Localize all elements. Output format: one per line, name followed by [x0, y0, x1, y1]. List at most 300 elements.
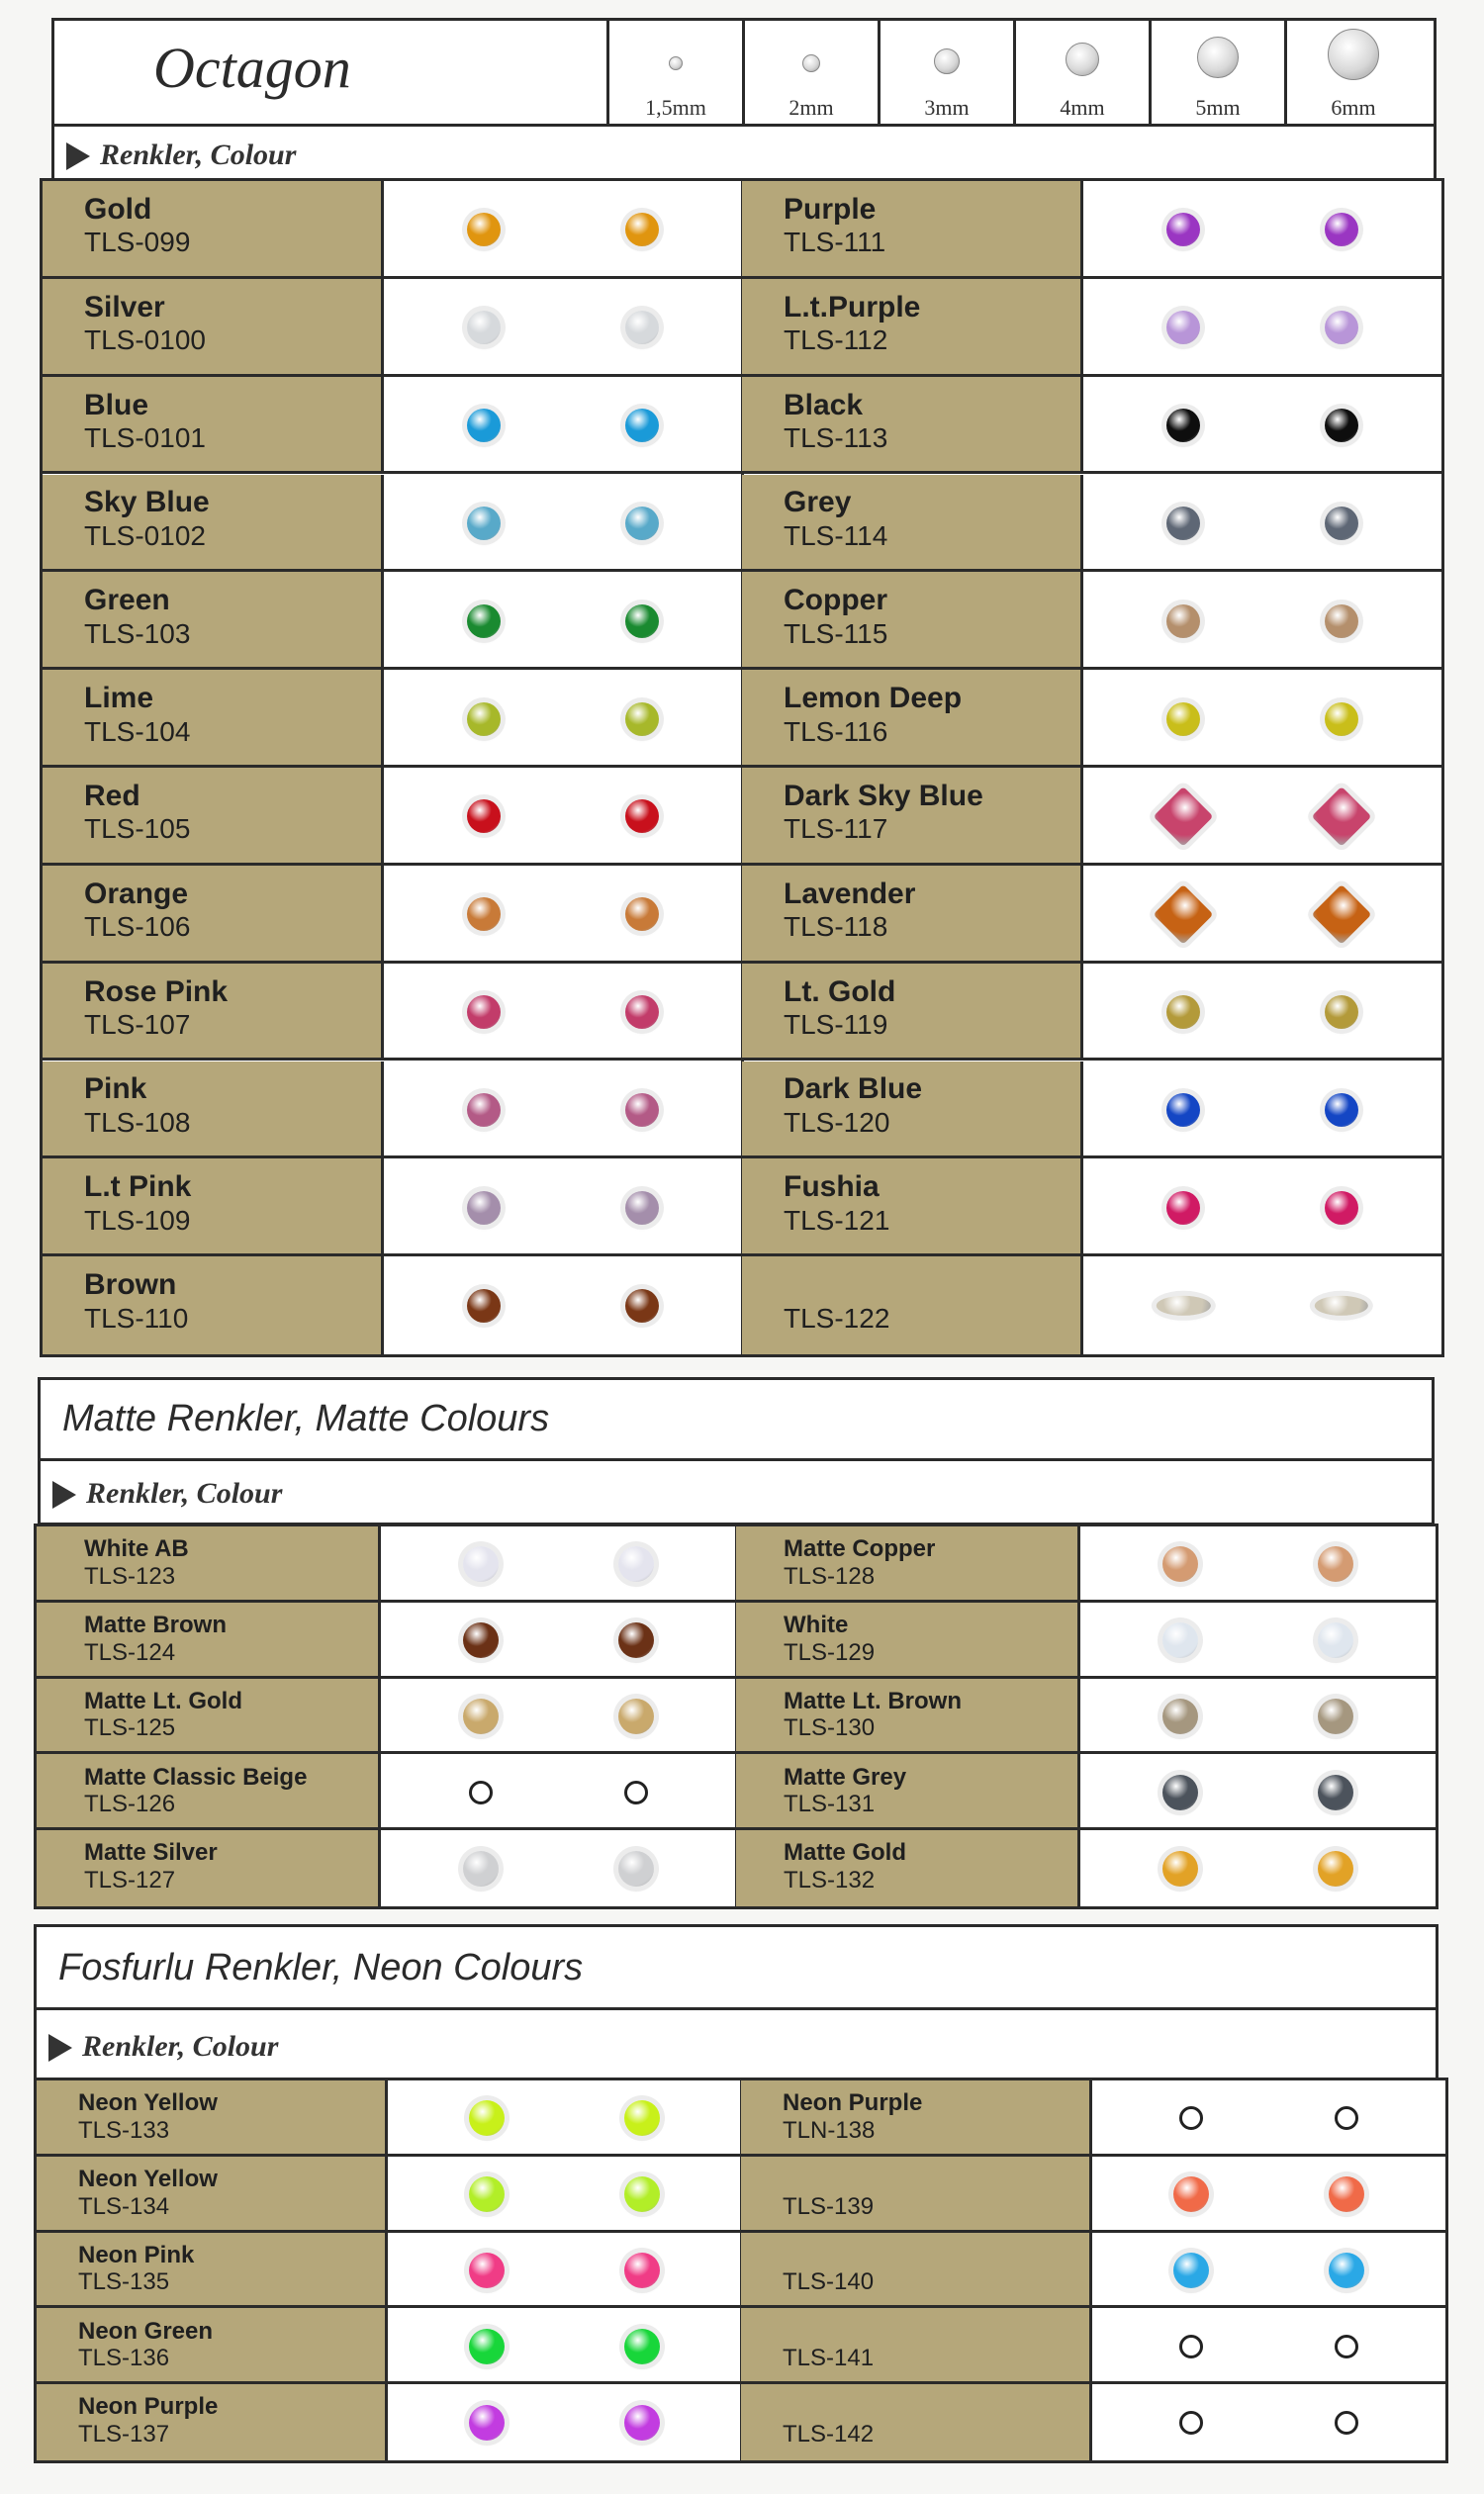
color-name: Matte Gold: [784, 1839, 906, 1867]
swatch-cell: [381, 1679, 736, 1752]
rhinestone-swatch: [624, 2329, 660, 2364]
rhinestone-swatch: [469, 2176, 505, 2212]
rhinestone-swatch: [1162, 1775, 1198, 1810]
rhinestone-swatch: [1166, 702, 1200, 736]
color-code: TLS-114: [784, 519, 888, 551]
color-entry-right: [742, 279, 1441, 374]
color-code: TLS-130: [784, 1714, 876, 1742]
color-name: Dark Sky Blue: [784, 779, 983, 812]
swatch-cell: [384, 572, 742, 667]
rhinestone-swatch: [625, 1093, 659, 1127]
rhinestone-swatch: [625, 799, 659, 833]
color-code: TLS-135: [78, 2268, 170, 2296]
color-entry-right: [742, 181, 1441, 276]
color-name: Neon Green: [78, 2317, 214, 2345]
swatch-cell: [384, 181, 742, 276]
size-cell: [1284, 21, 1420, 127]
color-name: Red: [84, 779, 140, 812]
swatch-cell: [388, 2080, 741, 2154]
rhinestone-swatch: [1318, 1775, 1353, 1810]
color-entry-left: [37, 2308, 741, 2381]
size-cell: [1013, 21, 1149, 127]
color-entry-left: [43, 1062, 742, 1156]
color-name: Rose Pink: [84, 974, 229, 1008]
color-code: TLS-113: [784, 422, 888, 454]
table-row: [43, 1158, 1441, 1256]
swatch-cell: [1083, 768, 1441, 863]
label-cell: [43, 279, 384, 374]
rhinestone-swatch: [618, 1546, 654, 1582]
color-code: TLS-115: [784, 617, 888, 649]
color-entry-right: [742, 768, 1441, 863]
color-entry-right: [741, 2233, 1445, 2306]
table-row: [37, 2233, 1445, 2309]
label-cell: [37, 2157, 388, 2230]
rhinestone-swatch: [625, 604, 659, 638]
section-subtitle: Renkler, Colour: [86, 1477, 283, 1510]
rhinestone-swatch: [1329, 2253, 1364, 2288]
size-cell: [606, 21, 742, 127]
table-row: [37, 1679, 1436, 1755]
rhinestone-swatch: [1166, 213, 1200, 246]
color-name: Neon Pink: [78, 2241, 195, 2268]
rhinestone-swatch: [618, 1699, 654, 1734]
color-code: TLS-142: [783, 2421, 875, 2448]
size-label: 4mm: [1060, 95, 1105, 120]
rhinestone-swatch: [1179, 2411, 1203, 2435]
rhinestone-swatch: [1325, 507, 1358, 540]
color-entry-left: [43, 377, 742, 472]
color-name: Dark Blue: [784, 1072, 923, 1106]
rhinestone-swatch: [467, 507, 501, 540]
rhinestone-swatch: [1179, 2106, 1203, 2130]
swatch-cell: [1083, 475, 1441, 570]
size-label: 1,5mm: [645, 95, 706, 120]
color-entry-left: [43, 475, 742, 570]
rhinestone-swatch: [1318, 1851, 1353, 1887]
swatch-cell: [1092, 2080, 1445, 2154]
label-cell: [43, 1062, 384, 1156]
rhinestone-swatch: [625, 311, 659, 344]
label-cell: [43, 475, 384, 570]
color-code: TLS-117: [784, 813, 888, 845]
label-cell: [43, 181, 384, 276]
rhinestone-swatch: [1318, 1546, 1353, 1582]
color-name: Neon Yellow: [78, 2089, 218, 2117]
color-entry-right: [736, 1754, 1436, 1827]
rhinestone-swatch: [1314, 1295, 1367, 1315]
rhinestone-swatch: [463, 1546, 499, 1582]
swatch-cell: [384, 768, 742, 863]
rhinestone-swatch: [1162, 1546, 1198, 1582]
color-entry-left: [37, 1603, 736, 1676]
swatch-cell: [1083, 1158, 1441, 1253]
table-row: [43, 475, 1441, 573]
size-cell: [742, 21, 878, 127]
rhinestone-swatch: [1312, 786, 1371, 846]
rhinestone-swatch: [625, 995, 659, 1029]
color-name: Lt. Gold: [784, 974, 896, 1008]
rhinestone-swatch: [618, 1622, 654, 1658]
color-code: TLS-103: [84, 617, 191, 649]
color-code: TLS-133: [78, 2116, 170, 2144]
rhinestone-swatch: [467, 799, 501, 833]
octagon-panel: [51, 18, 1437, 184]
rhinestone-swatch: [624, 2253, 660, 2288]
color-entry-right: [741, 2308, 1445, 2381]
rhinestone-swatch: [1325, 702, 1358, 736]
label-cell: [37, 1754, 381, 1827]
color-code: TLS-106: [84, 911, 191, 943]
swatch-cell: [384, 1158, 742, 1253]
swatch-cell: [1080, 1526, 1436, 1600]
table-row: [37, 1526, 1436, 1603]
color-name: Neon Purple: [783, 2089, 923, 2117]
table-row: [43, 181, 1441, 279]
neon-color-grid: [34, 2078, 1448, 2463]
rhinestone-swatch: [1154, 884, 1213, 944]
table-row: [37, 2308, 1445, 2384]
matte-title-row: [41, 1380, 1432, 1461]
rhinestone-swatch: [467, 213, 501, 246]
rhinestone-swatch: [1173, 2176, 1209, 2212]
color-name: Lavender: [784, 877, 916, 910]
color-entry-left: [43, 866, 742, 961]
rhinestone-swatch: [1166, 409, 1200, 442]
rhinestone-swatch: [625, 897, 659, 931]
swatch-cell: [384, 1062, 742, 1156]
rhinestone-swatch: [469, 2329, 505, 2364]
swatch-cell: [1083, 279, 1441, 374]
rhinestone-swatch: [1325, 409, 1358, 442]
label-cell: [742, 964, 1083, 1059]
swatch-cell: [1083, 964, 1441, 1059]
table-row: [37, 1830, 1436, 1906]
color-code: TLS-137: [78, 2421, 170, 2448]
color-entry-right: [736, 1603, 1436, 1676]
label-cell: [742, 181, 1083, 276]
label-cell: [37, 2308, 388, 2381]
swatch-cell: [1080, 1754, 1436, 1827]
rhinestone-swatch: [467, 1093, 501, 1127]
rhinestone-swatch: [469, 2253, 505, 2288]
rhinestone-swatch: [624, 2100, 660, 2136]
color-name: Matte Copper: [784, 1535, 936, 1563]
color-name: Pink: [84, 1072, 147, 1106]
label-cell: [742, 377, 1083, 472]
color-code: TLS-132: [784, 1867, 876, 1894]
rhinestone-swatch: [469, 2405, 505, 2441]
color-code: TLS-104: [84, 715, 191, 747]
rhinestone-swatch: [467, 409, 501, 442]
swatch-cell: [1092, 2157, 1445, 2230]
color-code: TLS-123: [84, 1562, 176, 1590]
label-cell: [43, 1158, 384, 1253]
label-cell: [741, 2080, 1092, 2154]
size-gem-icon: [1328, 29, 1379, 80]
color-code: TLS-122: [784, 1302, 890, 1334]
table-row: [43, 1256, 1441, 1354]
rhinestone-swatch: [625, 702, 659, 736]
color-code: TLS-127: [84, 1867, 176, 1894]
label-cell: [736, 1830, 1080, 1906]
rhinestone-swatch: [624, 2405, 660, 2441]
label-cell: [37, 1526, 381, 1600]
rhinestone-swatch: [624, 1781, 648, 1804]
swatch-cell: [1083, 572, 1441, 667]
rhinestone-swatch: [624, 2176, 660, 2212]
label-cell: [742, 1256, 1083, 1354]
label-cell: [742, 572, 1083, 667]
swatch-cell: [384, 377, 742, 472]
color-name: Lime: [84, 682, 154, 715]
size-label: 6mm: [1331, 95, 1376, 120]
table-row: [37, 2157, 1445, 2233]
table-row: [43, 964, 1441, 1062]
color-entry-right: [742, 475, 1441, 570]
rhinestone-swatch: [467, 1191, 501, 1225]
color-code: TLS-0100: [84, 324, 206, 356]
color-name: Matte Grey: [784, 1763, 907, 1791]
color-name: Sky Blue: [84, 486, 210, 519]
color-name: Matte Lt. Brown: [784, 1687, 962, 1714]
rhinestone-swatch: [1166, 311, 1200, 344]
table-row: [43, 866, 1441, 964]
color-entry-right: [736, 1679, 1436, 1752]
size-gem-icon: [669, 56, 683, 70]
label-cell: [741, 2308, 1092, 2381]
label-cell: [43, 1256, 384, 1354]
color-entry-right: [742, 670, 1441, 765]
size-gem-icon: [934, 48, 960, 74]
swatch-cell: [384, 670, 742, 765]
swatch-cell: [381, 1526, 736, 1600]
neon-panel: [34, 1924, 1438, 2082]
color-entry-left: [37, 1679, 736, 1752]
color-code: TLS-140: [783, 2268, 875, 2296]
section-subtitle: Renkler, Colour: [100, 139, 297, 171]
rhinestone-swatch: [1312, 884, 1371, 944]
rhinestone-swatch: [467, 604, 501, 638]
color-code: TLS-099: [84, 227, 191, 258]
rhinestone-swatch: [1154, 786, 1213, 846]
table-row: [43, 572, 1441, 670]
size-cell: [878, 21, 1013, 127]
color-name: L.t Pink: [84, 1170, 192, 1204]
label-cell: [43, 670, 384, 765]
rhinestone-swatch: [463, 1699, 499, 1734]
label-cell: [37, 1830, 381, 1906]
swatch-cell: [1092, 2308, 1445, 2381]
rhinestone-swatch: [1325, 213, 1358, 246]
color-entry-left: [37, 2157, 741, 2230]
color-name: Copper: [784, 584, 887, 617]
color-entry-right: [741, 2157, 1445, 2230]
swatch-cell: [384, 279, 742, 374]
color-code: TLS-126: [84, 1791, 176, 1818]
rhinestone-swatch: [1335, 2106, 1358, 2130]
color-entry-left: [43, 670, 742, 765]
color-entry-left: [43, 1256, 742, 1354]
color-code: TLS-134: [78, 2192, 170, 2220]
color-code: TLS-125: [84, 1714, 176, 1742]
rhinestone-swatch: [618, 1851, 654, 1887]
color-code: TLN-138: [783, 2116, 876, 2144]
rhinestone-swatch: [1166, 507, 1200, 540]
color-name: White: [784, 1612, 849, 1638]
color-code: TLS-139: [783, 2192, 875, 2220]
label-cell: [37, 2233, 388, 2306]
swatch-cell: [1092, 2233, 1445, 2306]
color-code: TLS-0101: [84, 422, 206, 454]
color-entry-left: [43, 1158, 742, 1253]
table-row: [43, 377, 1441, 475]
label-cell: [742, 279, 1083, 374]
label-cell: [736, 1754, 1080, 1827]
color-name: Black: [784, 388, 864, 421]
color-name: Blue: [84, 388, 149, 421]
size-label: 3mm: [924, 95, 970, 120]
color-entry-left: [37, 1754, 736, 1827]
color-name: Neon Purple: [78, 2393, 219, 2421]
color-entry-right: [742, 377, 1441, 472]
color-code: TLS-128: [784, 1562, 876, 1590]
color-entry-right: [741, 2384, 1445, 2460]
color-entry-left: [37, 2080, 741, 2154]
color-entry-right: [742, 1062, 1441, 1156]
triangle-icon: [48, 2034, 72, 2062]
color-code: TLS-105: [84, 813, 191, 845]
triangle-icon: [66, 142, 90, 170]
color-code: TLS-0102: [84, 519, 206, 551]
rhinestone-swatch: [1325, 1093, 1358, 1127]
label-cell: [43, 964, 384, 1059]
rhinestone-swatch: [1325, 604, 1358, 638]
rhinestone-swatch: [467, 995, 501, 1029]
color-code: TLS-116: [784, 715, 888, 747]
swatch-cell: [388, 2308, 741, 2381]
size-label: 5mm: [1195, 95, 1241, 120]
color-name: Fushia: [784, 1170, 880, 1204]
swatch-cell: [384, 475, 742, 570]
color-name: White AB: [84, 1535, 189, 1563]
swatch-cell: [1083, 377, 1441, 472]
rhinestone-swatch: [467, 1289, 501, 1323]
swatch-cell: [1083, 1256, 1441, 1354]
rhinestone-swatch: [1166, 1191, 1200, 1225]
size-header: [606, 21, 1420, 127]
color-name: Matte Brown: [84, 1612, 227, 1638]
matte-subtitle-row: [41, 1461, 1432, 1528]
color-name: Gold: [84, 192, 152, 226]
rhinestone-swatch: [463, 1622, 499, 1658]
color-name: L.t.Purple: [784, 290, 921, 323]
color-code: TLS-136: [78, 2345, 170, 2372]
rhinestone-swatch: [1179, 2335, 1203, 2358]
swatch-cell: [1080, 1830, 1436, 1906]
rhinestone-swatch: [1335, 2335, 1358, 2358]
matte-panel: [38, 1377, 1435, 1525]
label-cell: [742, 768, 1083, 863]
color-code: TLS-109: [84, 1204, 191, 1236]
color-name: Orange: [84, 877, 189, 910]
page-title: Octagon: [153, 36, 351, 100]
rhinestone-swatch: [467, 702, 501, 736]
size-gem-icon: [1197, 37, 1239, 78]
color-code: TLS-108: [84, 1106, 191, 1138]
label-cell: [43, 866, 384, 961]
color-entry-right: [742, 964, 1441, 1059]
rhinestone-swatch: [625, 213, 659, 246]
color-code: TLS-124: [84, 1638, 176, 1666]
label-cell: [741, 2157, 1092, 2230]
swatch-cell: [381, 1754, 736, 1827]
color-code: TLS-129: [784, 1638, 876, 1666]
neon-subtitle-row: [37, 2010, 1436, 2085]
color-entry-left: [37, 1526, 736, 1600]
label-cell: [742, 866, 1083, 961]
label-cell: [742, 475, 1083, 570]
rhinestone-swatch: [1166, 604, 1200, 638]
color-entry-left: [43, 279, 742, 374]
swatch-cell: [1083, 1062, 1441, 1156]
color-code: TLS-107: [84, 1009, 191, 1041]
rhinestone-swatch: [1162, 1699, 1198, 1734]
rhinestone-swatch: [467, 311, 501, 344]
table-row: [37, 1603, 1436, 1679]
triangle-icon: [52, 1481, 76, 1509]
main-color-grid: [40, 178, 1444, 1357]
label-cell: [43, 572, 384, 667]
swatch-cell: [1080, 1603, 1436, 1676]
label-cell: [741, 2233, 1092, 2306]
swatch-cell: [388, 2157, 741, 2230]
color-name: Silver: [84, 290, 165, 323]
swatch-cell: [381, 1603, 736, 1676]
color-entry-left: [43, 964, 742, 1059]
table-row: [37, 2080, 1445, 2157]
swatch-cell: [1080, 1679, 1436, 1752]
rhinestone-swatch: [1318, 1622, 1353, 1658]
rhinestone-swatch: [625, 1289, 659, 1323]
color-entry-right: [742, 1256, 1441, 1354]
swatch-cell: [1092, 2384, 1445, 2460]
swatch-cell: [1083, 181, 1441, 276]
color-name: Neon Yellow: [78, 2166, 218, 2192]
rhinestone-swatch: [625, 507, 659, 540]
color-name: Grey: [784, 486, 852, 519]
color-code: TLS-112: [784, 324, 888, 356]
table-row: [37, 1754, 1436, 1830]
color-name: Green: [84, 584, 170, 617]
color-entry-right: [741, 2080, 1445, 2154]
swatch-cell: [1083, 866, 1441, 961]
section-subtitle: Renkler, Colour: [82, 2030, 279, 2063]
color-entry-left: [37, 1830, 736, 1906]
table-row: [43, 279, 1441, 377]
neon-title-row: [37, 1927, 1436, 2010]
color-entry-left: [43, 181, 742, 276]
rhinestone-swatch: [469, 1781, 493, 1804]
rhinestone-swatch: [1325, 995, 1358, 1029]
label-cell: [736, 1679, 1080, 1752]
color-entry-left: [43, 572, 742, 667]
neon-title: Fosfurlu Renkler, Neon Colours: [58, 1947, 584, 1988]
label-cell: [742, 1062, 1083, 1156]
label-cell: [736, 1526, 1080, 1600]
color-code: TLS-118: [784, 911, 888, 943]
label-cell: [37, 1679, 381, 1752]
